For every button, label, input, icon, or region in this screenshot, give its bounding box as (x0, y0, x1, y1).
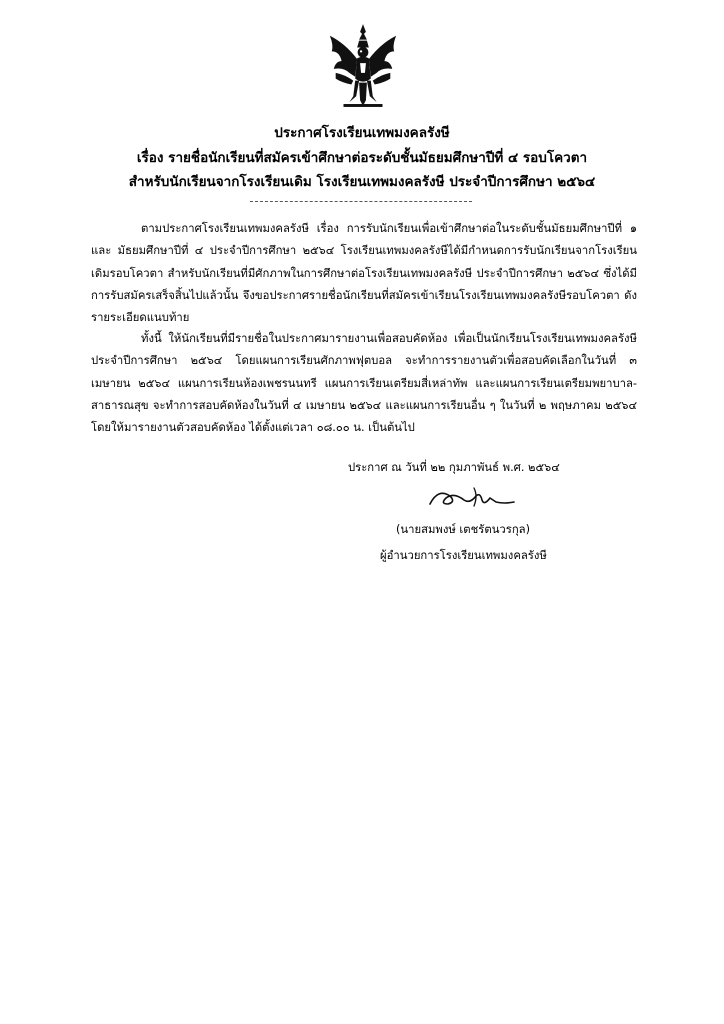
signer-name: (นายสมพงษ์ เตชรัตนวรกุล) (396, 523, 531, 536)
signature-icon (424, 482, 520, 512)
announcement-title: ประกาศโรงเรียนเทพมงคลรังษี (274, 125, 450, 141)
signer-title: ผู้อำนวยการโรงเรียนเทพมงคลรังษี (380, 549, 547, 562)
announcement-dateline: ประกาศ ณ วันที่ ๒๒ กุมภาพันธ์ พ.ศ. ๒๕๖๔ (348, 461, 560, 474)
garuda-emblem-icon (324, 22, 402, 110)
body-paragraph-1-text: ตามประกาศโรงเรียนเทพมงคลรังษี เรื่อง การรับนักเรียนเพื่อเข้าศึกษาต่อในระดับชั้นมัธยมศึกษาปีที่ ๑ และ มัธยมศึกษาปีที่ ๔ ประจำปีการศึกษา ๒๕๖๔ โรงเรียนเทพมงคลรังษีได้มีกำหนดการรับนักเรียนจากโรงเรียนเดิมรอบโควตา สำหรับนักเรียนที่มีศักภาพในการศึกษาต่อโรงเรียนเทพมงคลรังษี ประจำปีการศึกษา ๒๕๖๔ ซึ่งได้มีการรับสมัครเสร็จสิ้นไปแล้วนั้น จึงขอประกาศรายชื่อนักเรียนที่สมัครเข้าเรียนโรงเรียนเทพมงคลรังษีรอบโควตา ดังรายระเอียดแนบท้าย (91, 222, 637, 325)
title-divider (250, 201, 472, 202)
body-paragraph-1 (91, 218, 637, 329)
announcement-subtitle: สำหรับนักเรียนจากโรงเรียนเดิม โรงเรียนเทพมงคลรังษี ประจำปีการศึกษา ๒๕๖๔ (128, 174, 596, 190)
body-paragraph-2-text: ทั้งนี้ ให้นักเรียนที่มีรายชื่อในประกาศมารายงานเพื่อสอบคัดห้อง เพื่อเป็นนักเรียนโรงเรียนเทพมงคลรังษีประจำปีการศึกษา ๒๕๖๔ โดยแผนการเรียนศักภาพฟุตบอล จะทำการรายงานตัวเพื่อสอบคัดเลือกในวันที่ ๓ เมษายน ๒๕๖๔ แผนการเรียนห้องเพชรนนทรี แผนการเรียนเตรียมสี่เหล่าทัพ และแผนการเรียนเตรียมพยาบาล-สาธารณสุข จะทำการสอบคัดห้องในวันที่ ๔ เมษายน ๒๕๖๔ และแผนการเรียนอื่น ๆ ในวันที่ ๒ พฤษภาคม ๒๕๖๔ โดยให้มารายงานตัวสอบคัดห้อง ได้ตั้งแต่เวลา ๐๘.๐๐ น. เป็นต้นไป (91, 332, 637, 435)
announcement-subject: เรื่อง รายชื่อนักเรียนที่สมัครเข้าศึกษาต่อระดับชั้นมัธยมศึกษาปีที่ ๔ รอบโควตา (136, 150, 588, 166)
body-paragraph-2 (91, 328, 637, 439)
